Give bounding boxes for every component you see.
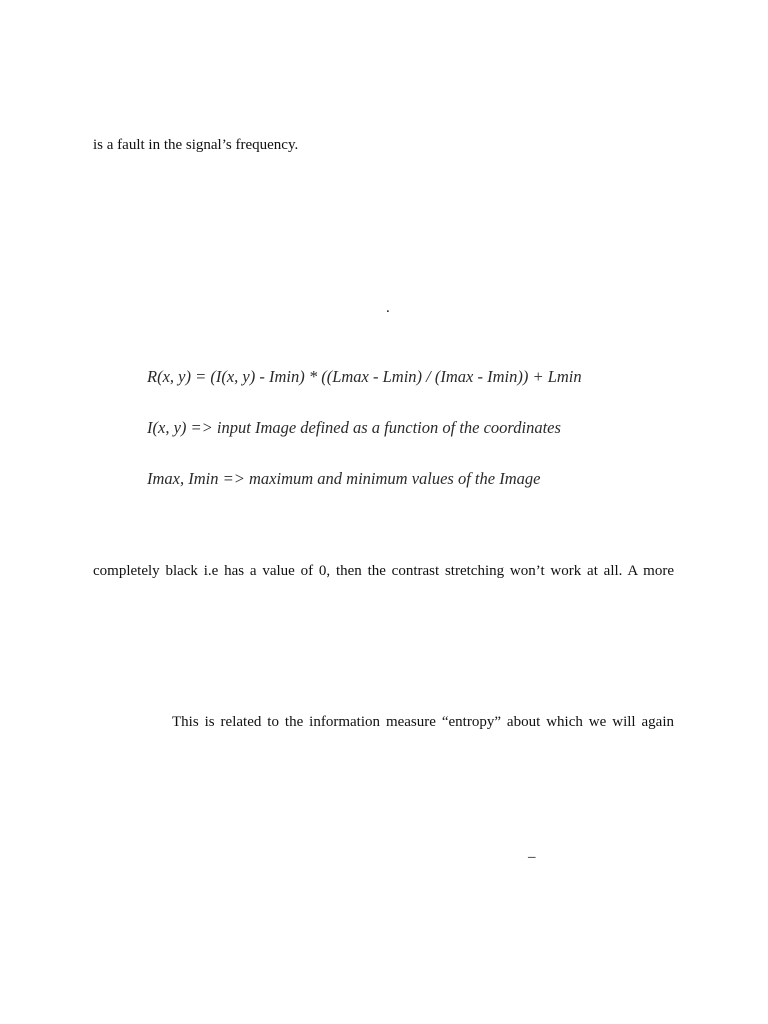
formula-input-image-definition: I(x, y) => input Image defined as a function of the coordinates [147,418,561,437]
paragraph-black-line: completely black i.e has a value of 0, then the contrast stretching won’t work at all. A more [93,563,674,579]
paragraph-entropy-line: This is related to the information measure “entropy” about which we will again [172,714,674,730]
stray-dash: – [528,849,536,865]
stray-dot: . [386,300,390,316]
formula-contrast-stretch: R(x, y) = (I(x, y) - Imin) * ((Lmax - Lmin) / (Imax - Imin)) + Lmin [147,367,582,386]
formula-extremes-definition: Imax, Imin => maximum and minimum values of the Image [147,469,541,488]
paragraph-fault-line: is a fault in the signal’s frequency. [93,137,299,153]
